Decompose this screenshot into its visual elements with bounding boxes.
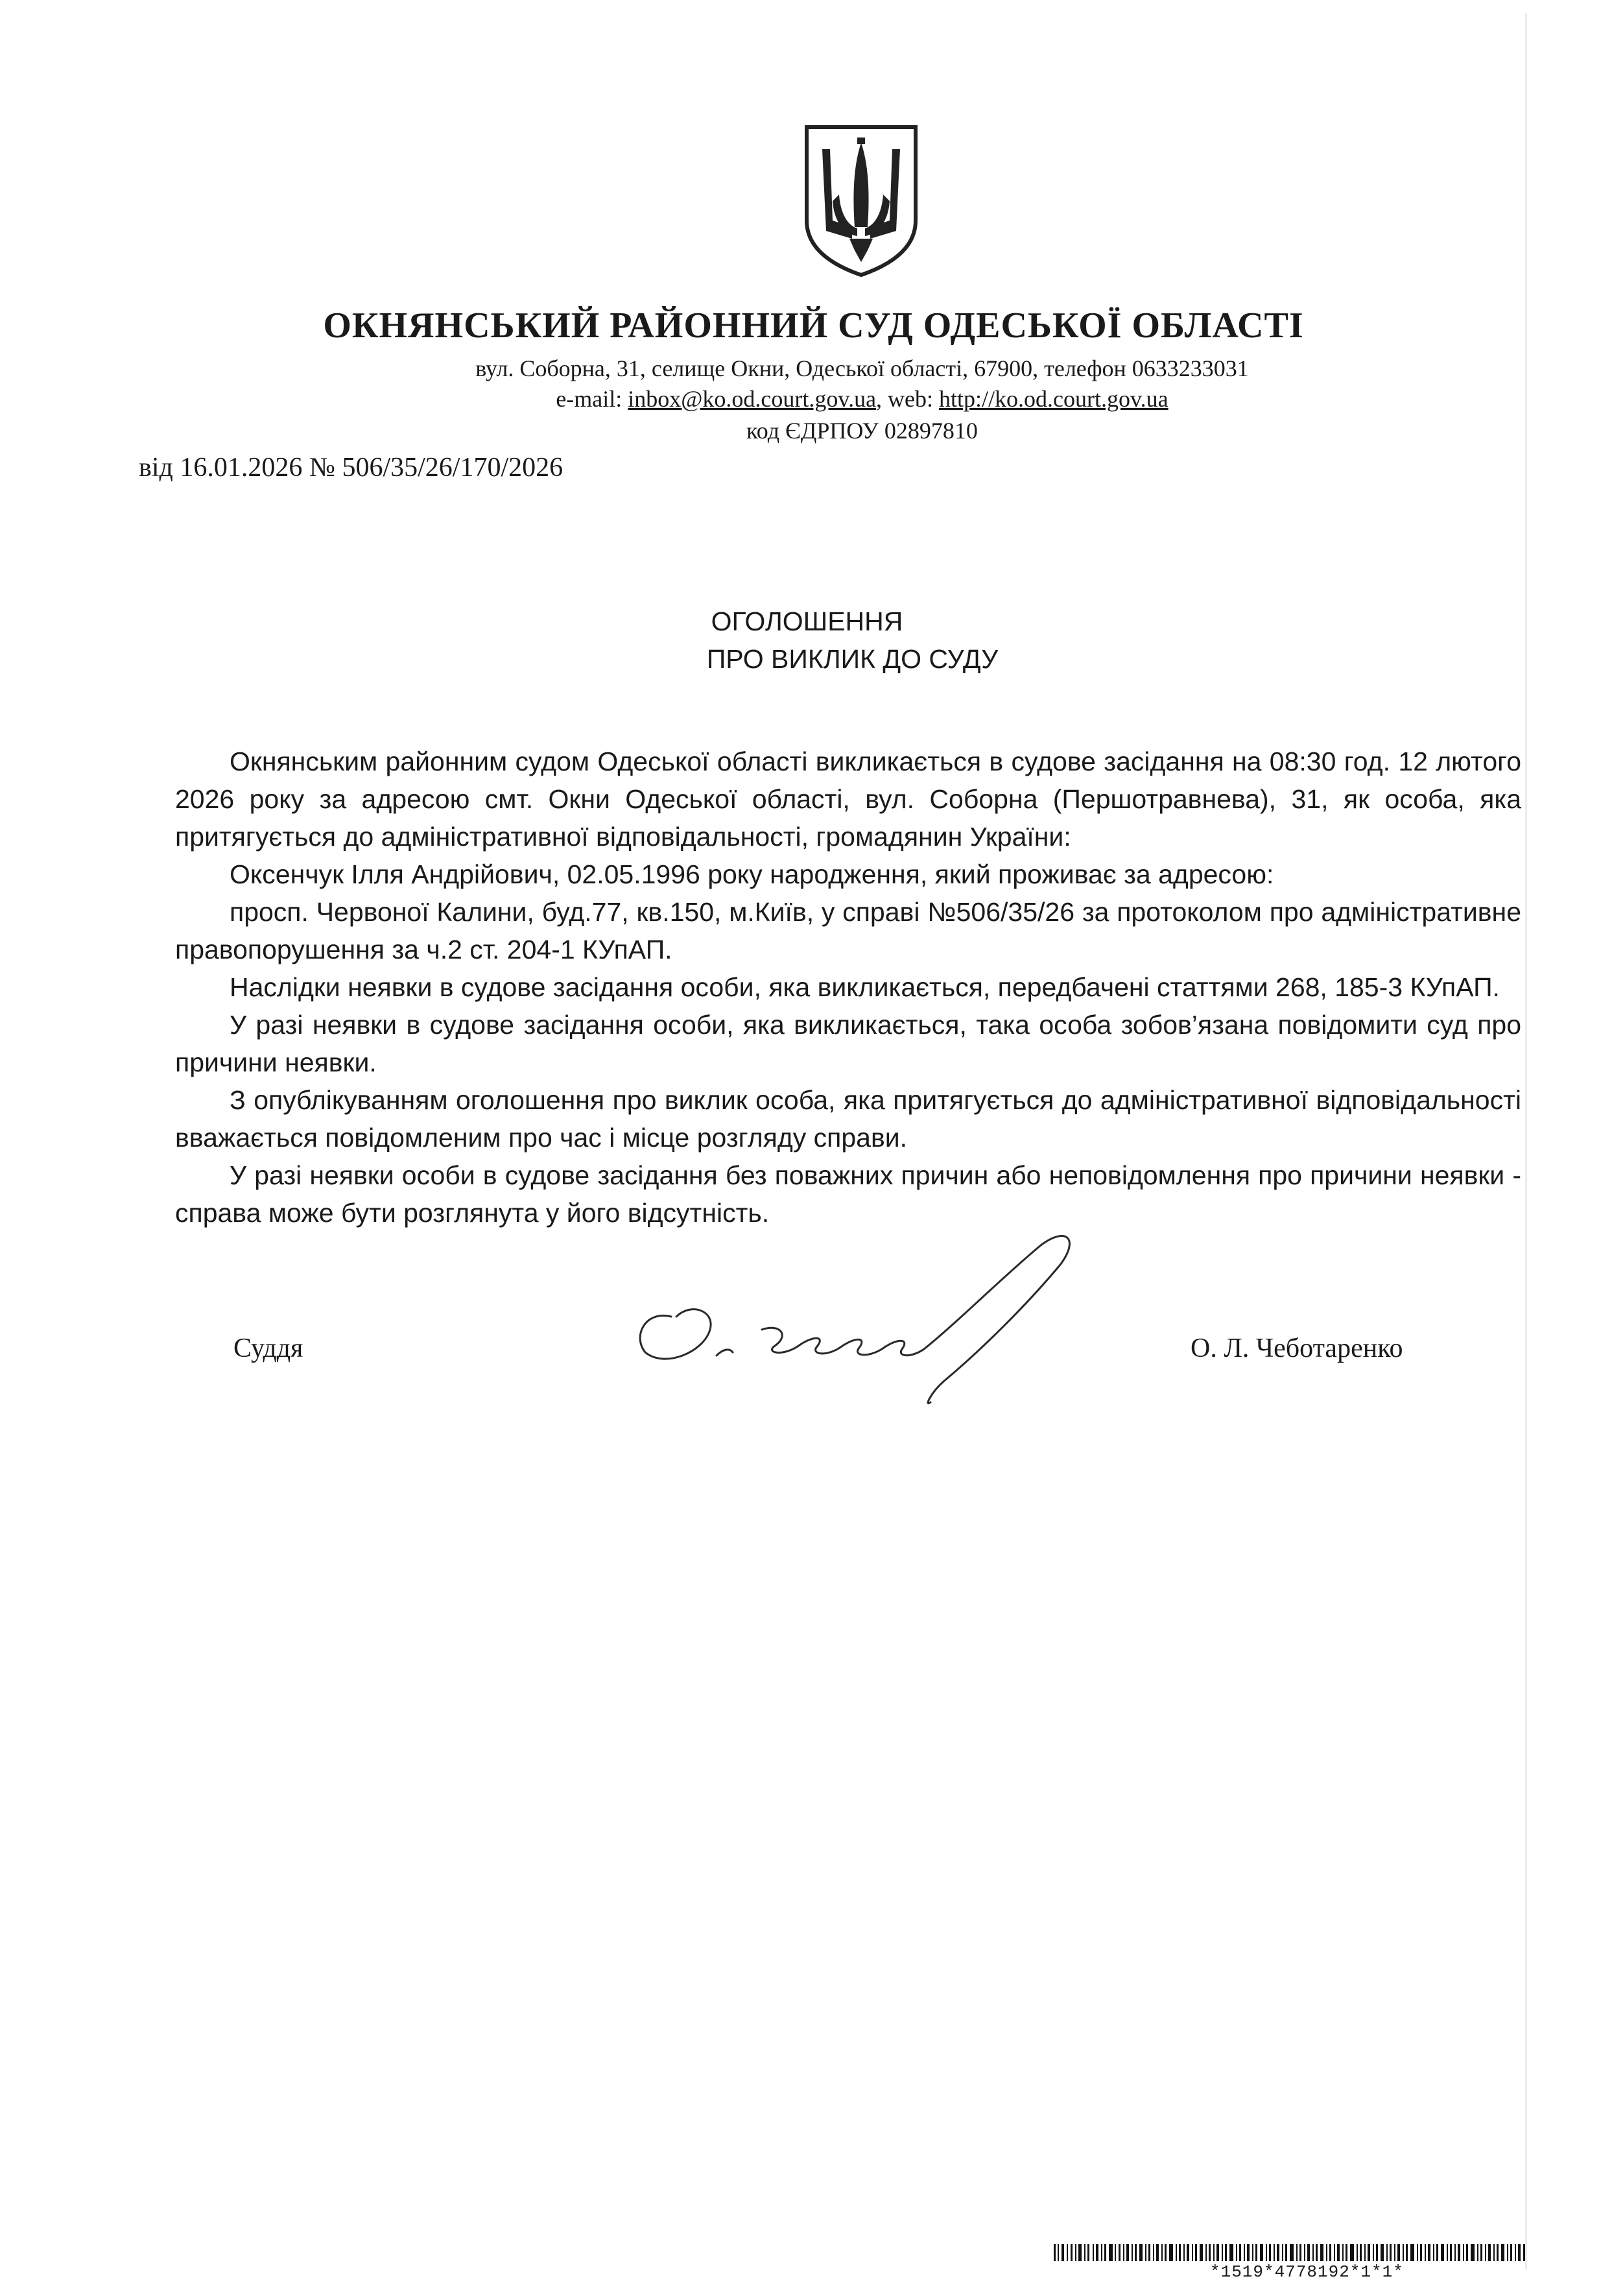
coat-of-arms-icon — [803, 123, 919, 279]
paragraph-person: Оксенчук Ілля Андрійович, 02.05.1996 року народження, який проживає за адресою: — [230, 859, 1274, 889]
judge-role: Суддя — [233, 1333, 303, 1363]
paragraph-consequences: Наслідки неявки в судове засідання особи, яка викликається, передбачені статтями 268, 185-3 КУпАП. — [230, 972, 1500, 1002]
judge-name: О. Л. Чеботаренко — [1191, 1333, 1403, 1363]
paragraph-summons: Окнянським районним судом Одеської області викликається в судове засідання на 08:30 год. 12 лютого 2026 року за адресою смт. Окни Одеської області, вул. Соборна (Першотравнева), 31, як особа, яка притягується до адміністративної відповідальності, громадянин України: — [175, 747, 1521, 852]
announcement-title: ОГОЛОШЕННЯ — [711, 606, 903, 636]
paragraph-absence: У разі неявки особи в судове засідання без поважних причин або неповідомлення про причини неявки - справа може бути розглянута у його відсутність. — [175, 1160, 1521, 1228]
court-address: вул. Соборна, 31, селище Окни, Одеської області, 67900, телефон 0633233031 — [475, 355, 1249, 381]
web-label: , web: — [876, 386, 940, 412]
scan-edge — [1525, 13, 1527, 2270]
paragraph-notify-duty: У разі неявки в судове засідання особи, яка викликається, така особа зобов’язана повідомити суд про причини неявки. — [175, 1010, 1521, 1077]
web-link[interactable]: http://ko.od.court.gov.ua — [939, 386, 1168, 412]
edrpou-code: код ЄДРПОУ 02897810 — [746, 418, 978, 444]
barcode-number: *1519*4778192*1*1* — [1210, 2262, 1404, 2282]
announcement-subtitle: ПРО ВИКЛИК ДО СУДУ — [706, 644, 999, 674]
barcode — [1054, 2244, 1527, 2261]
handwritten-signature — [619, 1219, 1164, 1440]
announcement-body — [175, 743, 1521, 1232]
email-label: e-mail: — [556, 386, 628, 412]
court-name: ОКНЯНСЬКИЙ РАЙОННИЙ СУД ОДЕСЬКОЇ ОБЛАСТІ — [323, 305, 1304, 346]
email-link[interactable]: inbox@ko.od.court.gov.ua — [628, 386, 877, 412]
court-contacts — [0, 385, 1601, 413]
document-reference: від 16.01.2026 № 506/35/26/170/2026 — [139, 453, 563, 483]
paragraph-address: просп. Червоної Калини, буд.77, кв.150, м.Київ, у справі №506/35/26 за протоколом про адміністративне правопорушення за ч.2 ст. 204-1 КУпАП. — [175, 897, 1521, 964]
paragraph-publication: З опублікуванням оголошення про виклик особа, яка притягується до адміністративної відповідальності вважається повідомленим про час і місце розгляду справи. — [175, 1085, 1521, 1153]
